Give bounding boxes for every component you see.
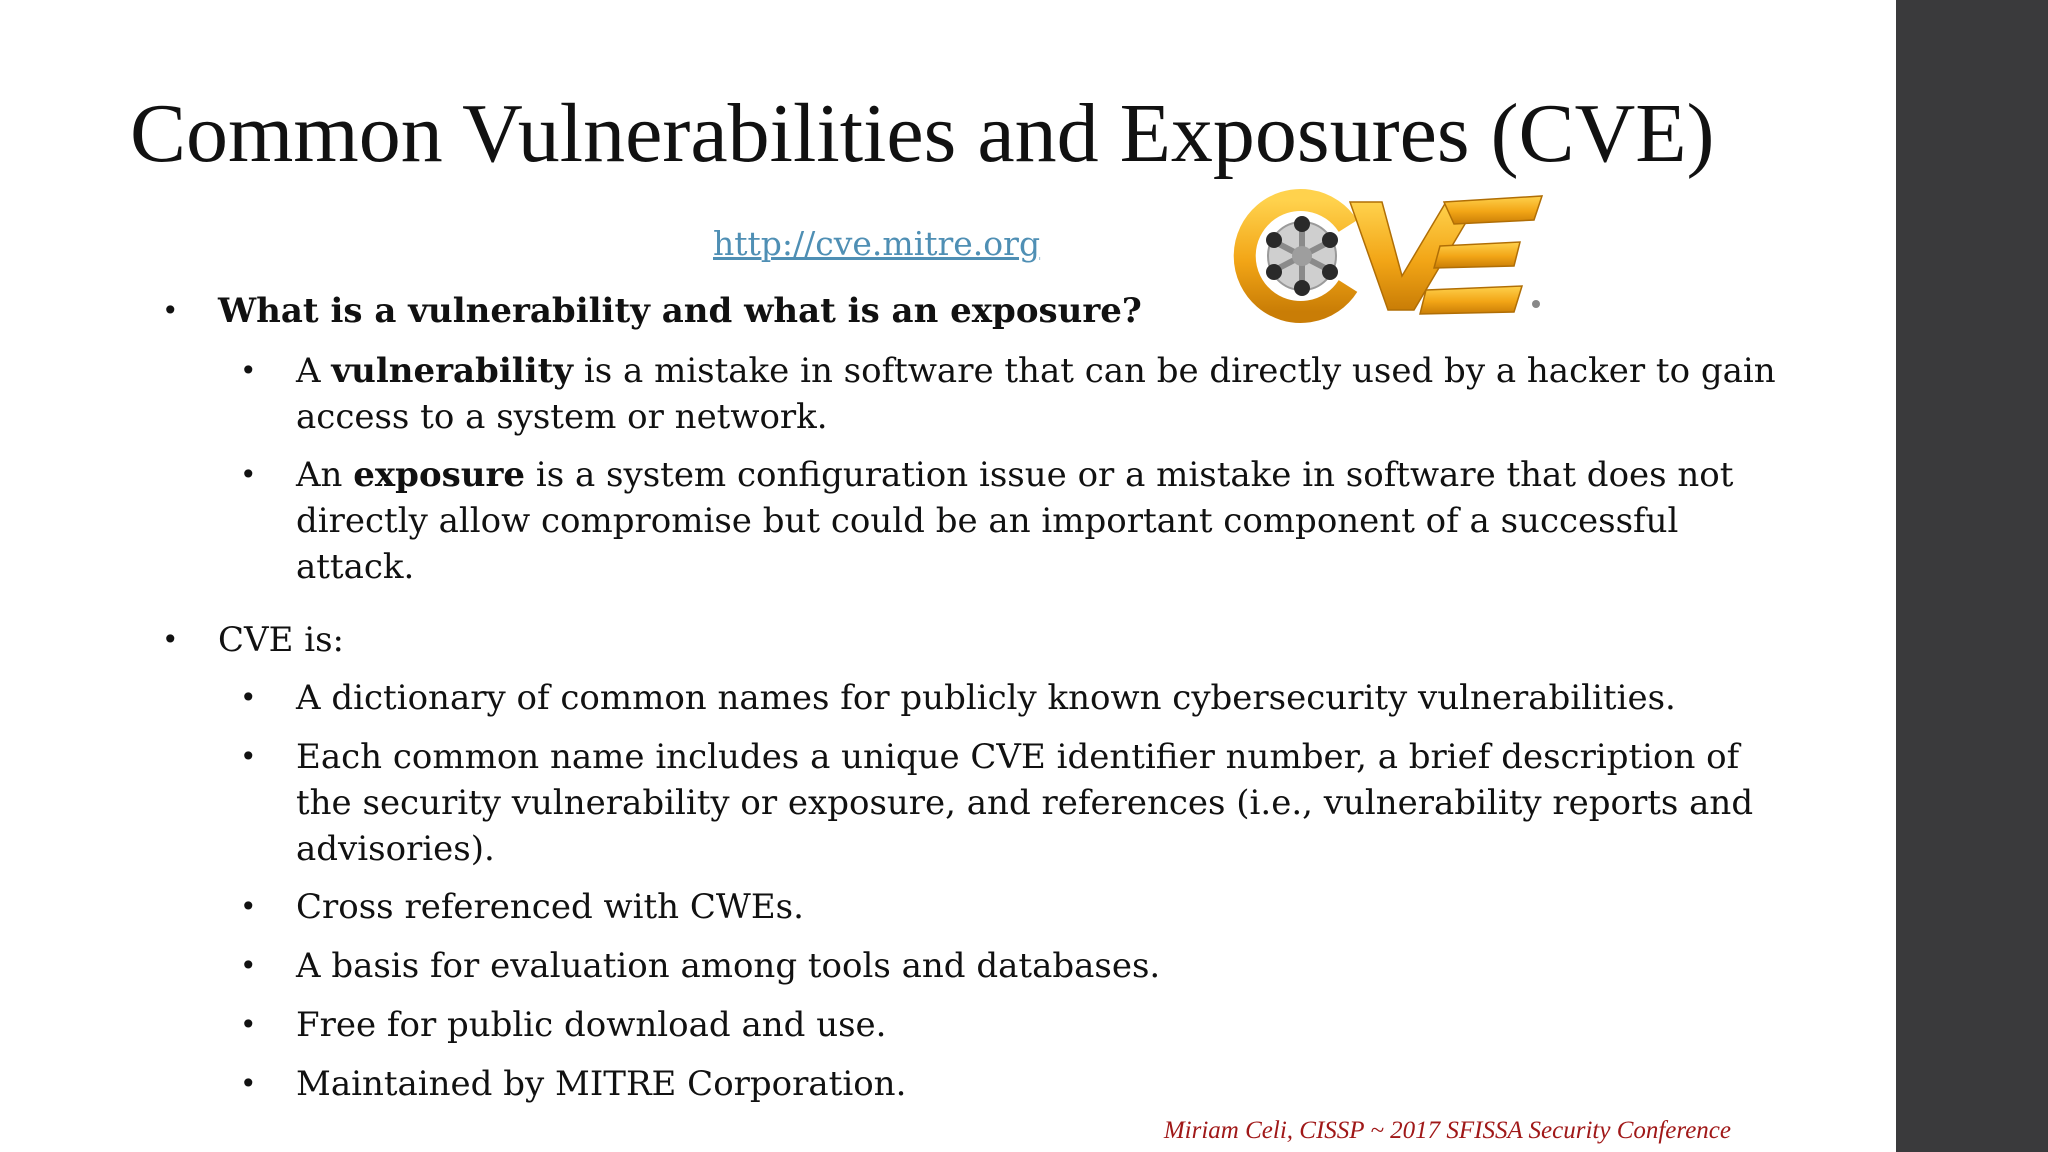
- bullet-dot: •: [162, 623, 179, 656]
- cve-mitre-link[interactable]: http://cve.mitre.org: [713, 224, 1041, 263]
- bullet-dot: •: [240, 890, 257, 923]
- cve-item-text: Maintained by MITRE Corporation.: [296, 1064, 907, 1104]
- cve-item-text: Free for public download and use.: [296, 1005, 887, 1045]
- vulnerability-prefix: A: [296, 351, 332, 391]
- list-item: [162, 288, 1778, 334]
- slide-title: Common Vulnerabilities and Exposures (CVE): [130, 87, 1715, 180]
- cve-item-text: Each common name includes a unique CVE identifier number, a brief description of the security vulnerability or exposure, and references (i.e., vulnerability reports and advisories).: [296, 737, 1754, 869]
- list-item: [240, 734, 1786, 872]
- exposure-term: exposure: [353, 455, 526, 495]
- list-item: [240, 348, 1786, 440]
- bullet-dot: •: [240, 949, 257, 982]
- list-item: [162, 617, 1778, 663]
- bullet-dot: •: [162, 294, 179, 327]
- list-item: [240, 452, 1786, 590]
- bullet-dot: •: [240, 1067, 257, 1100]
- cve-item-text: A dictionary of common names for publicly known cybersecurity vulnerabilities.: [296, 678, 1676, 718]
- list-item: [240, 884, 1786, 930]
- list-item: [240, 943, 1786, 989]
- cve-is-heading: CVE is:: [218, 620, 344, 660]
- list-item: [240, 675, 1786, 721]
- question-heading: What is a vulnerability and what is an exposure?: [218, 291, 1142, 331]
- list-item: [240, 1002, 1786, 1048]
- vulnerability-term: vulnerability: [331, 351, 574, 391]
- exposure-prefix: An: [296, 455, 354, 495]
- bullet-dot: •: [240, 354, 257, 387]
- exposure-definition: is a system configuration issue or a mistake in software that does not directly allow compromise but could be an important component of a successful attack.: [296, 455, 1734, 587]
- bullet-dot: •: [240, 458, 257, 491]
- cve-item-text: Cross referenced with CWEs.: [296, 887, 804, 927]
- side-panel: [1896, 0, 2048, 1152]
- cve-item-text: A basis for evaluation among tools and databases.: [296, 946, 1161, 986]
- bullet-dot: •: [240, 1008, 257, 1041]
- list-item: [240, 1061, 1786, 1107]
- bullet-dot: •: [240, 740, 257, 773]
- bullet-dot: •: [240, 681, 257, 714]
- vulnerability-definition: is a mistake in software that can be directly used by a hacker to gain access to a system or network.: [296, 351, 1776, 437]
- footer-credit: Miriam Celi, CISSP ~ 2017 SFISSA Security Conference: [1163, 1117, 1731, 1144]
